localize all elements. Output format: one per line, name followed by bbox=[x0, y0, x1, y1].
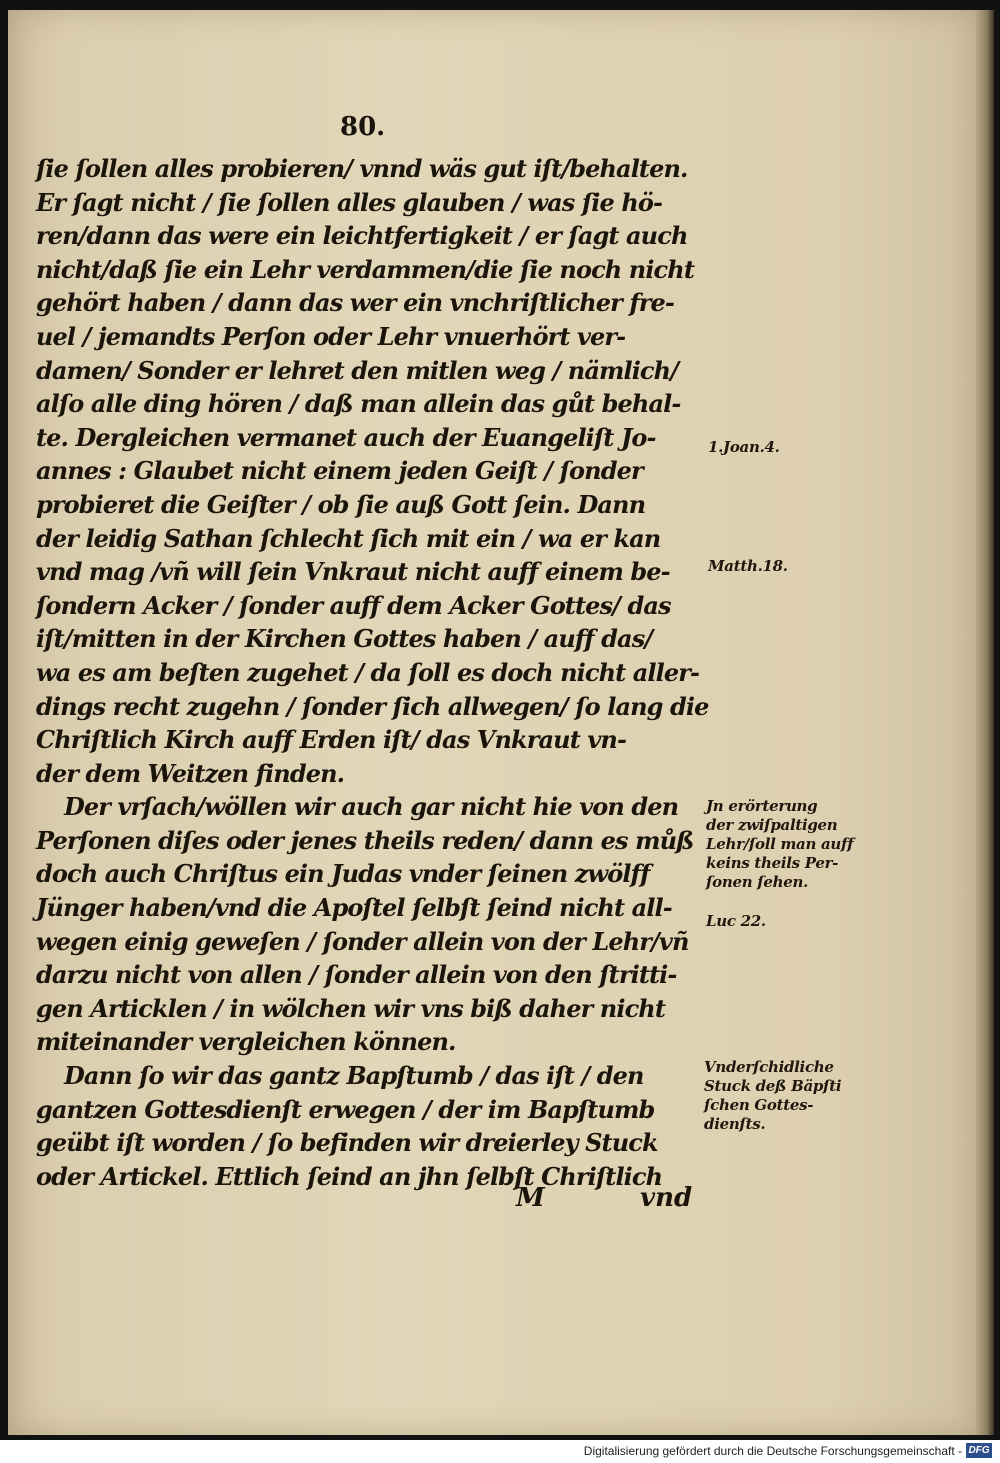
margin-note-joan: 1.Joan.4. bbox=[708, 438, 780, 456]
page-number: 80. bbox=[340, 112, 386, 142]
text-line: alſo alle ding hören / daß man allein das gůt behal- bbox=[36, 389, 681, 419]
margin-note-line: dienſts. bbox=[704, 1115, 766, 1133]
dfg-logo: DFG bbox=[966, 1443, 992, 1458]
margin-note-matth: Matth.18. bbox=[708, 557, 788, 575]
text-line: Jünger haben/vnd die Apoſtel ſelbſt ſeind nicht all- bbox=[36, 893, 672, 923]
margin-note-line: ſchen Gottes- bbox=[704, 1096, 814, 1114]
text-line: oder Artickel. Ettlich ſeind an jhn ſelbſt Chriſtlich bbox=[36, 1161, 663, 1191]
margin-note-line: Lehr/ſoll man auff bbox=[706, 835, 854, 853]
signature-mark: M bbox=[516, 1183, 545, 1213]
text-line: Der vrſach/wöllen wir auch gar nicht hie von den bbox=[64, 792, 679, 822]
text-line: uel / jemandts Perſon oder Lehr vnuerhört ver- bbox=[36, 321, 626, 351]
text-line: der leidig Sathan ſchlecht ſich mit ein / wa er kan bbox=[36, 523, 661, 553]
text-line: ſondern Acker / ſonder auff dem Acker Gottes/ das bbox=[36, 590, 671, 620]
text-line: Er ſagt nicht / ſie ſollen alles glauben / was ſie hö- bbox=[36, 187, 663, 217]
text-line: der dem Weitzen finden. bbox=[36, 758, 345, 788]
text-line: doch auch Chriſtus ein Judas vnder ſeinen zwölff bbox=[36, 859, 650, 889]
margin-note-line: Jn erörterung bbox=[706, 797, 818, 815]
text-line: wa es am beſten zugehet / da ſoll es doch nicht aller- bbox=[36, 657, 700, 687]
text-line: ren/dann das were ein leichtfertigkeit / er ſagt auch bbox=[36, 221, 688, 251]
text-line: vnd mag /vñ will ſein Vnkraut nicht auff einem be- bbox=[36, 557, 670, 587]
text-line: te. Dergleichen vermanet auch der Euangeliſt Jo- bbox=[36, 422, 656, 452]
text-line: Perſonen diſes oder jenes theils reden/ dann es můß bbox=[36, 825, 694, 855]
text-line: ſie ſollen alles probieren/ vnnd wäs gut iſt/behalten. bbox=[36, 154, 688, 183]
text-line: probieret die Geiſter / ob ſie auß Gott ſein. Dann bbox=[36, 489, 646, 519]
text-line: Chriſtlich Kirch auff Erden iſt/ das Vnkraut vn- bbox=[36, 725, 626, 755]
margin-note-line: Stuck deß Bäpſti bbox=[704, 1077, 842, 1095]
catchword: vnd bbox=[640, 1183, 693, 1213]
text-line: annes : Glaubet nicht einem jeden Geiſt / ſonder bbox=[36, 456, 643, 486]
text-line: gehört haben / dann das wer ein vnchriſtlicher fre- bbox=[36, 288, 674, 318]
margin-note-luc: Luc 22. bbox=[706, 912, 766, 930]
text-line: nicht/daß ſie ein Lehr verdammen/die ſie noch nicht bbox=[36, 254, 694, 284]
text-line: wegen einig geweſen / ſonder allein von der Lehr/vñ bbox=[36, 926, 689, 956]
text-line: iſt/mitten in der Kirchen Gottes haben / auff das/ bbox=[36, 624, 653, 654]
funding-credit: Digitalisierung gefördert durch die Deutsche Forschungsgemeinschaft - bbox=[583, 1444, 962, 1458]
text-line: miteinander vergleichen können. bbox=[36, 1027, 456, 1057]
text-line: gantzen Gottesdienſt erwegen / der im Bapſtumb bbox=[36, 1094, 655, 1124]
margin-note-line: Vnderſchidliche bbox=[704, 1058, 834, 1076]
margin-note-stuck bbox=[704, 1058, 841, 1134]
text-line: Dann ſo wir das gantz Bapſtumb / das iſt / den bbox=[64, 1061, 644, 1091]
text-line: darzu nicht von allen / ſonder allein von den ſtritti- bbox=[36, 960, 677, 990]
page-edge bbox=[976, 10, 994, 1435]
text-line: gen Articklen / in wölchen wir vns biß daher nicht bbox=[36, 993, 666, 1023]
margin-note-line: keins theils Per- bbox=[706, 854, 839, 872]
margin-note-eroerterung bbox=[706, 797, 853, 892]
body-text bbox=[36, 152, 709, 1193]
text-line: dings recht zugehn / ſonder ſich allwegen/ ſo lang die bbox=[36, 691, 709, 721]
margin-note-line: der zwiſpaltigen bbox=[706, 816, 838, 834]
margin-note-line: ſonen ſehen. bbox=[706, 873, 809, 891]
text-line: geübt iſt worden / ſo befinden wir dreierley Stuck bbox=[36, 1128, 658, 1158]
text-line: damen/ Sonder er lehret den mitlen weg / nämlich/ bbox=[36, 355, 679, 385]
